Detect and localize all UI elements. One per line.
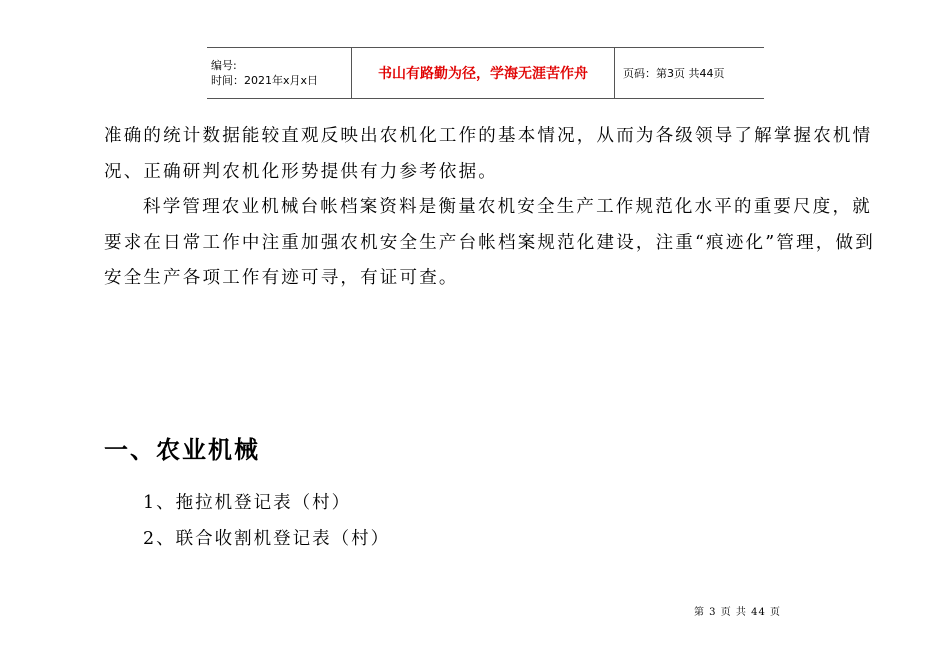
time-label: 时间：2021年x月x日 bbox=[211, 74, 319, 87]
header-motto bbox=[352, 48, 615, 98]
page-footer: 第 3 页 共 44 页 bbox=[694, 607, 781, 618]
page-header bbox=[207, 47, 764, 99]
number-label: 编号: bbox=[211, 59, 237, 72]
section-title: 一、农业机械 bbox=[104, 436, 260, 464]
motto-text: 书山有路勤为径，学海无涯苦作舟 bbox=[378, 66, 588, 82]
header-meta bbox=[207, 48, 352, 98]
paragraph-2: 科学管理农业机械台帐档案资料是衡量农机安全生产工作规范化水平的重要尺度，就要求在日常工作中注重加强农机安全生产台帐档案规范化建设，注重“痕迹化”管理，做到安全生产各项工作有迹可寻，有证可查。 bbox=[104, 197, 875, 288]
paragraph-1: 准确的统计数据能较直观反映出农机化工作的基本情况，从而为各级领导了解掌握农机情况、正确研判农机化形势提供有力参考依据。 bbox=[104, 126, 873, 182]
list-item: 1、拖拉机登记表（村） bbox=[143, 493, 352, 513]
section-list bbox=[143, 485, 390, 557]
header-page-info bbox=[615, 48, 764, 98]
body-text bbox=[104, 119, 884, 297]
page-info-text: 页码：第3页 共44页 bbox=[623, 67, 725, 80]
list-item: 2、联合收割机登记表（村） bbox=[143, 529, 391, 549]
